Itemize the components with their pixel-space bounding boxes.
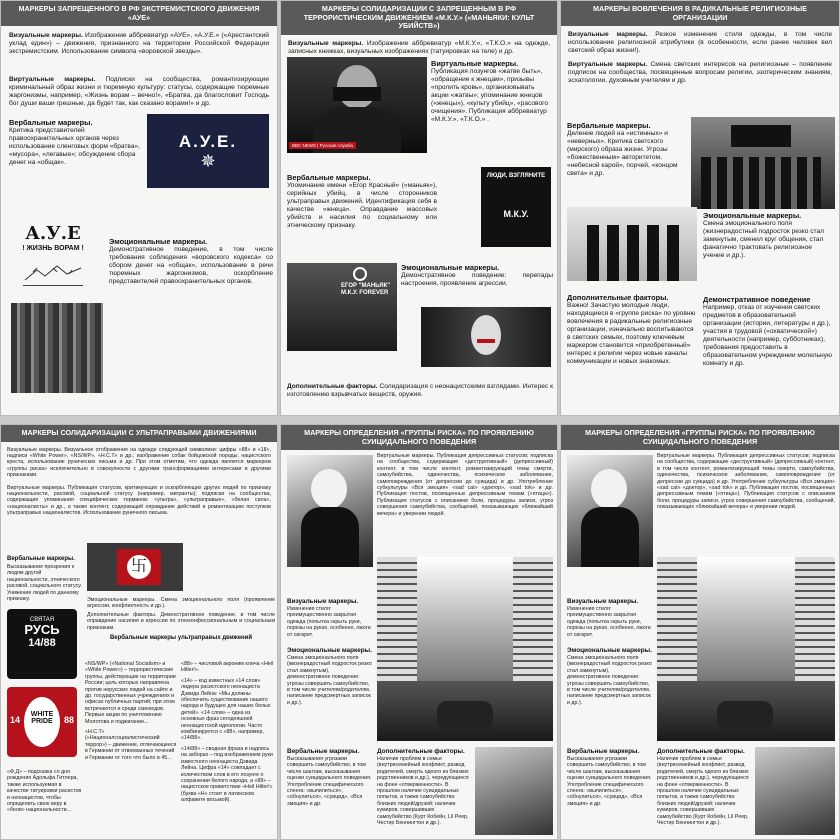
portrait-photo-b	[567, 455, 653, 567]
code-88: «88» – числовой акроним клича «Heil Hitler!».	[181, 661, 274, 674]
swastika-icon: 卐	[127, 555, 151, 579]
suicide-a-virtual: Виртуальные маркеры. Публикация депрессивных статусов; подписка на сообщества, содержащие «деструктивный» (депрессивный) контент, в том числе контент, романтизирующий темы смерти, самоубийства, одиночества, психическое заболевание, самоповреждения (от депрессии до суицида) и др. Употребление субкультуры «Вся эмоция» «sad cat» «доктор», «sad tok» и др. Публикация постов, посвященных депрессивным темам («птица»). Публикация статусов с описанием боли, процедуры записи, угроз совершения самоубийства, сообщений, показывающих «ближайший вечера» и уверении людей.	[377, 453, 553, 517]
panel-suicide-b-header: МАРКЕРЫ ОПРЕДЕЛЕНИЯ «ГРУППЫ РИСКА» ПО ПРОЯВЛЕНИЮ СУИЦИДАЛЬНОГО ПОВЕДЕНИЯ	[561, 425, 839, 450]
mku-virtual-text: Публикация лозунгов «жатве быть», «обращение к жнецам», призывы «пролить кровь», организовывать акции «жатвы»; упоминание жнецов («жнецы»), «культу убийц», «расового очищения». Публикация аббревиатур «М.К.У.», «Т.К.О.» .	[431, 68, 549, 123]
panel-religion-header: МАРКЕРЫ ВОВЛЕЧЕНИЯ В РАДИКАЛЬНЫЕ РЕЛИГИОЗНЫЕ ОРГАНИЗАЦИИ	[561, 1, 839, 26]
aue-emo-heading: Эмоциональные маркеры.	[109, 237, 208, 246]
aue-crowd-photo	[11, 303, 103, 393]
religion-verbal-heading: Вербальные маркеры.	[567, 121, 651, 130]
aue-logo-image	[147, 114, 269, 188]
portrait-photo-a	[287, 455, 373, 567]
suicide-b-visual-text: Изменения стиля: преимущественно закрытая одежда (попытка скрыть руки, порезы на руках, особенно, ожоги от сигарет.	[567, 606, 651, 638]
aue-logo-text: А.У.Е.	[178, 132, 238, 151]
badge-rus-main: РУСЬ	[24, 622, 60, 637]
religion-demo-heading: Демонстративное поведение	[703, 295, 811, 304]
panel-mku	[280, 0, 558, 416]
ultra-verbal-text: Высказывание презрения к людям другой национальности, этнического расовой, социального статусу. Унижение людей по данному признаку.	[7, 564, 82, 603]
code-hitler-date: «Ф.Д» – подсказка со дня рождения Адольфа Гитлера, также используемая в качестве татуировки расистов и неонацистов, чтобы определить свою веру в «бели» национальности...	[7, 769, 82, 814]
barbed-wire-drawing	[23, 260, 83, 286]
mku-emo-heading: Эмоциональные маркеры.	[401, 263, 500, 272]
aue-slogan-main: А.У.Е	[25, 223, 81, 244]
suicide-b-verbal-text: Высказывания угрозами совершить самоубийство, в том числе шантаж, высказывания оценки суицидального поведения. Употребление специфического сленга: «выпилиться», «обнулиться», «суицид», «Вся эмоция» и др.	[567, 756, 652, 807]
code-14-88: «14/88» – сводная фраза и надпись на заборах – под изображением руки известного неонациста Дэвида Лейна. Цифра «14» совпадает с количеством слов в его лозунге о сохранении белого народа, а «88» – нацистское приветствие «Heil Hitler!» (буква «H» стоит в латинском алфавите восьмой).	[181, 745, 273, 804]
swastika-banner-photo	[87, 543, 183, 591]
suicide-a-verbal-text: Высказывания угрозами совершить самоубийство, в том числе шантаж, высказывания оценки суицидального поведения. Употребление специфического сленга: «выпилиться», «обнулиться», «суицид», «Вся эмоция» и др.	[287, 756, 372, 807]
code-ns-wp: «NS/WP» («National Socialism» и «White Power») – террористические группы, действующие на территории России; цель которых направлена против нерусских людей на сайте и др. государственных учреждениях и офисах публичных партий; при этом встречаются и среди скинхедов. Первые акции по уничтожению Молотова и поджигание...	[85, 661, 176, 725]
suicide-b-visual-heading: Визуальные маркеры.	[567, 598, 639, 605]
panel-aue-header: МАРКЕРЫ ЗАПРЕЩЕННОГО В РФ ЭКСТРЕМИСТСКОГО ДВИЖЕНИЯ «АУЕ»	[1, 1, 277, 26]
poster-mku-text: М.К.У.	[503, 209, 529, 219]
code-nst: «Н.С.Т» («Националсоциалистический террор») – движение, отличающееся в Германии от отвоеванных течений и Германии от того что было в 45…	[85, 729, 177, 761]
badge-wp-left: 14	[10, 715, 21, 725]
code-14: «14» – код известных «14 слов» лидера расистского неонациста Дэвида Лейна: «Мы должны обеспечить существование нашего народа и будущее для наших белых детей». «14 слов» – одна из основных фраз сегодняшней неонацистской идеологии. Часто комбинируется с «88», например, «14/88».	[181, 677, 271, 742]
badge-wp-word1: WHITE	[30, 711, 54, 718]
egor-label: ЕГОР "МАНЬЯК" М.К.У. FOREVER	[341, 283, 391, 296]
mku-verbal-heading: Вербальные маркеры.	[287, 173, 371, 182]
suicide-b-verbal-heading: Вербальные маркеры.	[567, 748, 640, 755]
suicide-a-visual-text: Изменения стиля: преимущественно закрытая одежда (попытка скрыть руки, порезы на руках, особенно, ожоги от сигарет.	[287, 606, 371, 638]
panel-suicide-a	[280, 424, 558, 840]
white-pride-badge	[7, 687, 77, 757]
clown-mask-photo	[421, 307, 551, 367]
religion-emo-text: Смена эмоционального поля (жизнерадостный подросток резко стал замкнутым, сменил круг общения, стал фанатично трактовать религиозное учение и др.).	[703, 220, 825, 259]
religion-verbal-text: Деление людей на «истинных» и «неверных». Критика светского (мирского) образа жизни. Угрозы «божественным» авторитетом, «небесной карой», порчей, «концом света» и др.	[567, 130, 678, 177]
panel-religion	[560, 0, 840, 416]
building-photo-a	[377, 557, 553, 681]
badge-rus-top: СВЯТАЯ	[29, 617, 55, 623]
feet-photo-b	[657, 681, 835, 741]
building-photo-b	[657, 557, 835, 681]
mku-virtual-heading: Виртуальные маркеры.	[431, 59, 519, 68]
panel-suicide-b	[560, 424, 840, 840]
mku-verbal-text: Упоминание имени «Егор Красный» («маньяк»), серийных убийц, в числе сторонников ультраправых движений. Идентификация себя в качестве «жнеца». Оправдание массовых убийств и насилия по социальному или этническому признаку.	[287, 182, 437, 229]
suicide-a-emo-heading: Эмоциональные маркеры.	[287, 647, 372, 655]
badge-rus-num: 14/88	[28, 637, 56, 649]
ultra-verbal-heading: Вербальные маркеры.	[7, 556, 75, 562]
religion-virtual: Виртуальные маркеры. Смена светских интересов на религиозные – появление подписок на сообщества, посвященные вопросам религии, эзотерическим знаниям, эсхатологии, духовным учителям и др.	[568, 61, 832, 84]
mku-visual: Визуальные маркеры. Изображение аббревиатур «М.К.У.», «Т.К.О.» на одежде, записных книжках, визуальных изображениях (татуировках на теле) и др.	[288, 39, 550, 55]
egor-photo	[287, 263, 397, 351]
ultra-visual: Визуальные маркеры. Визуальное отображение на одежде следующей символики: цифры «88» и «18», надписи «White Power», «NS/WP», «Н.С.Т» и др.; изображение собак бойцовской породы, нацистского креста, использование рунических письма и др. При этом отметим, что одежда является маркером «группы риска» исключительно в совокупности с другими трансформациями интересами и другими признаками.	[7, 446, 271, 479]
mku-emo-text: Демонстративное поведение: перепады настроения, проявление агрессии.	[401, 272, 553, 287]
suicide-b-emo-heading: Эмоциональные маркеры.	[567, 647, 652, 655]
panel-suicide-a-header: МАРКЕРЫ ОПРЕДЕЛЕНИЯ «ГРУППЫ РИСКА» ПО ПРОЯВЛЕНИЮ СУИЦИДАЛЬНОГО ПОВЕДЕНИЯ	[281, 425, 557, 450]
celtic-cross-icon	[353, 267, 367, 281]
panel-aue	[0, 0, 278, 416]
panel-mku-header: МАРКЕРЫ СОЛИДАРИЗАЦИИ С ЗАПРЕЩЕННЫМ В РФ ТЕРРОРИСТИЧЕСКИМ ДВИЖЕНИЕМ «М.К.У.» («МАНЬЯКИ: КУЛЬТ УБИЙСТВ»)	[281, 1, 557, 35]
badge-wp-right: 88	[63, 715, 74, 725]
militants-photo	[691, 117, 835, 209]
aue-visual: Визуальные маркеры. Изображение аббревиатур «АУЕ», «А.У.Е.» («Арестантский уклад един») – движения, признанного на территории Российской Федерации экстремистским. Использование символа «воровской звезды».	[9, 32, 269, 55]
religion-demo-text: Например, отказ от изучения светских предметов в образовательной организации (истории, литературы и др.), участия в трудовой («охватической») деятельности (например, субботниках), требования предоставить в образовательном учреждении молельную комнату и др.	[703, 304, 832, 367]
aue-verbal-heading: Вербальные маркеры.	[9, 118, 93, 127]
suicide-a-visual-heading: Визуальные маркеры.	[287, 598, 359, 605]
suicide-b-extra-heading: Дополнительные факторы.	[657, 748, 745, 755]
poster-text: ЛЮДИ, ВЗГЛЯНИТЕ	[486, 173, 546, 179]
ultra-codes-heading: Вербальные маркеры ультраправых движений	[109, 635, 253, 642]
religion-extra-text: Важно! Зачастую молодые люди, находящиеся в «группе риска» по уровню вовлечения в радикальные религиозные организации, изначально воспитываются в светских семьях, поэтому ключевым маркером становится «приобретенный» интерес к религии через новые каналы коммуникации и новых знакомых.	[567, 302, 696, 365]
ultra-emo: Эмоциональные маркеры. Смена эмоционального поля (проявление агрессии, конфликтность и др.).	[87, 597, 275, 610]
religion-emo-heading: Эмоциональные маркеры.	[703, 211, 802, 220]
suicide-a-emo-text: Смена эмоционального поля (жизнерадостный подросток резко стал замкнутым), демонстративное поведение: угрозы совершить самоубийство, в том числе учителям/родителям, написание предсмертных записок и др.).	[287, 655, 372, 706]
aue-verbal-text: Критика представителей правоохранительных органов через использование сленговых форм «братва», «мусора», «легавые»; обсуждение сбора денег на «общак».	[9, 127, 141, 166]
suicide-b-emo-text: Смена эмоционального поля (жизнерадостный подросток резко стал замкнутым), демонстративное поведение: угрозы совершить самоубийство, в том числе учителям/родителям, написание предсмертных записок и др.).	[567, 655, 652, 706]
aue-slogan-sub: ! ЖИЗНЬ ВОРАМ !	[22, 245, 84, 252]
aue-virtual: Виртуальные маркеры. Подписки на сообщества, романтизирующие криминальный образ жизни и тюремную культуру: статусы, содержащие тюремные жаргонизмы, например, «Жизнь ворам – вечно!», «Братва, да благословит Господь бог души ваши грешные, да будет так, как сказано ворами!» и др.	[9, 76, 269, 107]
ultra-extra: Дополнительные факторы. Демонстративное поведение, в том числе оправдание насилия и агрессии по этноконфессиональным и социальным признакам.	[87, 611, 275, 631]
crying-photo-b	[755, 747, 835, 835]
suicide-a-extra-heading: Дополнительные факторы.	[377, 748, 465, 755]
religion-extra-heading: Дополнительные факторы.	[567, 293, 669, 302]
panel-ultraright	[0, 424, 278, 840]
suicide-a-extra-text: Наличие проблем в семье (внутрисемейный конфликт, развод родителей, смерть одного из близких родственников и др.), чередующиеся на фоне «отверженности». В прошлом наличие суицидальных попыток, а также самоубийство близких людей/друзей; наличие кумиров, совершивших самоубийство (Курт Кобейн, Lil Peep, Честер Беннингтон и др.).	[377, 756, 469, 827]
aue-emo-text: Демонстративное поведение, в том числе требования соблюдения «воровского кодекса» со сбором денег на «общак», использование в речи тюремных жаргонизмов, оскорбление представителей правоохранительных органов.	[109, 246, 273, 285]
ultra-virtual: Виртуальные маркеры. Публикация статусов, критикующих и оскорбляющих других людей по признаку национальности, расовой, социальной статусу (например, мигранты); подписки на сообщества, содержащие упоминания специфических терминов: «ультра», «ультраправые», «белая сила», «националисты» и др., а также контент, содержащий оправдание действий и романтизацию поступков ультраправых националистов. Использование руничного письма.	[7, 484, 271, 517]
panel-ultraright-header: МАРКЕРЫ СОЛИДАРИЗАЦИИ С УЛЬТРАПРАВЫМИ ДВИЖЕНИЯМИ	[1, 425, 277, 442]
holy-rus-badge	[7, 609, 77, 679]
mku-extra: Дополнительные факторы. Солидаризация с неонацистскими взглядами. Интерес к изготовлению взрывчатых веществ, оружия.	[287, 383, 553, 398]
badge-wp-word2: PRIDE	[31, 718, 53, 725]
suicide-b-extra-text: Наличие проблем в семье (внутрисемейный конфликт, развод родителей, смерть одного из близких родственников и др.), чередующиеся на фоне «отверженности». В прошлом наличие суицидальных попыток, а также самоубийство близких людей/друзей; наличие кумиров, совершивших самоубийство (Курт Кобейн, Lil Peep, Честер Беннингтон и др.).	[657, 756, 749, 827]
news-badge: BBC NEWS | Русская служба	[289, 142, 356, 149]
armed-silhouettes-photo	[567, 207, 697, 281]
thieves-star-icon: ✵	[200, 151, 216, 171]
crying-photo-a	[475, 747, 553, 835]
religion-visual: Визуальные маркеры. Резкое изменение стиля одежды, в том числе использование религиозной атрибутики (в особенности, если ранее человек вел светский образ жизни!).	[568, 31, 833, 54]
mku-poster-image	[481, 167, 551, 247]
masked-man-photo	[287, 57, 427, 153]
suicide-b-virtual: Виртуальные маркеры. Публикация депрессивных статусов; подписка на сообщества, содержащие «деструктивный» (депрессивный) контент, в том числе контент, романтизирующий темы смерти, самоубийства, одиночества, психическое заболевание, самоповреждения (от депрессии до суицида) и др. Употребление субкультуры «Вся эмоция» «sad cat» «доктор», «sad tok» и др. Публикация постов, посвященных депрессивным темам («птица»). Публикация статусов с описанием боли, процедуры записи, угроз совершения самоубийства, сообщений, показывающих «ближайший вечера» и уверении людей.	[657, 453, 835, 511]
feet-photo-a	[377, 681, 553, 741]
suicide-a-verbal-heading: Вербальные маркеры.	[287, 748, 360, 755]
